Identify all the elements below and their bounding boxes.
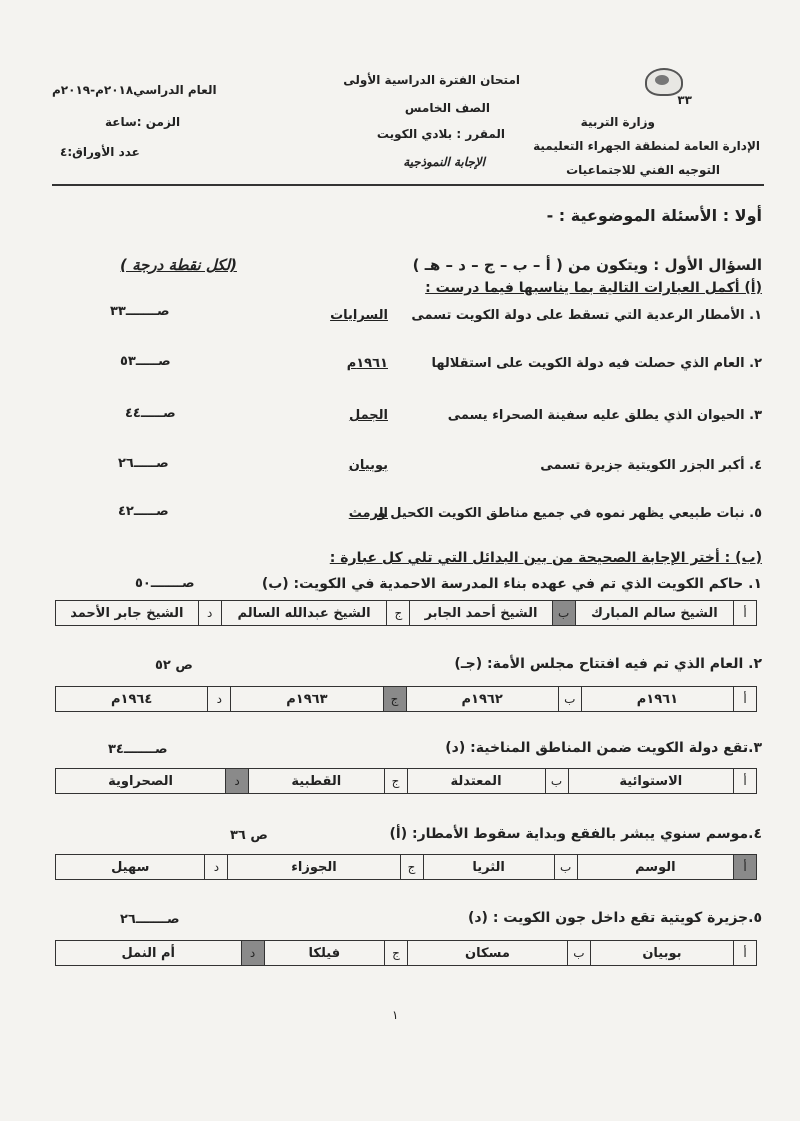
grade-note: (لكل نقطة درجة )	[120, 256, 237, 274]
option-letter: ج	[387, 601, 410, 626]
question-one-title: السؤال الأول : ويتكون من ( أ – ب – ج – د – هـ )	[412, 256, 762, 274]
part-b-item-3-page: صـــــــ٣٤	[108, 742, 168, 757]
option-text[interactable]: فيلكا	[264, 941, 384, 966]
option-letter: أ	[734, 769, 757, 794]
option-text[interactable]: مسكان	[408, 941, 568, 966]
part-a-item-2-answer: ١٩٦١م	[346, 356, 388, 371]
option-text[interactable]: الشيخ جابر الأحمد	[56, 601, 199, 626]
option-text[interactable]: ١٩٦٣م	[231, 687, 383, 712]
option-text[interactable]: أم النمل	[56, 941, 242, 966]
option-letter: ج	[384, 769, 407, 794]
part-a-item-5-answer: الرمث	[348, 506, 388, 521]
option-letter: ب	[545, 769, 568, 794]
option-text[interactable]: الجوزاء	[228, 855, 400, 880]
exam-title: امتحان الفترة الدراسية الأولى	[343, 73, 520, 87]
part-a-item-3-text: ٣. الحيوان الذي يطلق عليه سفينة الصحراء يسمى	[447, 408, 762, 423]
course-label: المقرر : بلادي الكويت	[376, 127, 505, 141]
part-b-item-5-options	[55, 940, 757, 966]
part-a-item-3-page: صـــــ٤٤	[125, 406, 176, 421]
part-b-item-4-text: ٤.موسم سنوي يبشر بالفقع وبداية سقوط الأمطار: (أ)	[389, 826, 762, 842]
part-b-item-3-options	[55, 768, 757, 794]
option-text[interactable]: سهيل	[56, 855, 205, 880]
part-b-item-2-options	[55, 686, 757, 712]
option-text[interactable]: ١٩٦٢م	[406, 687, 558, 712]
option-text[interactable]: الشيخ سالم المبارك	[575, 601, 733, 626]
part-a-item-1-page: صـــــــ٣٣	[110, 304, 170, 319]
option-letter: أ	[734, 601, 757, 626]
exam-time: الزمن :ساعة	[105, 115, 181, 129]
option-text[interactable]: الشيخ عبدالله السالم	[221, 601, 387, 626]
grade-label: الصف الخامس	[404, 101, 490, 115]
department-name: التوجيه الفني للاجتماعيات	[566, 163, 720, 177]
page-number: ١	[392, 1008, 399, 1022]
part-b-item-2-page: ص ٥٢	[155, 658, 193, 673]
part-b-item-4-options	[55, 854, 757, 880]
directorate-name: الإدارة العامة لمنطقة الجهراء التعليمية	[533, 139, 760, 153]
part-b-item-5-text: ٥.جزيرة كويتية تقع داخل جون الكويت : (د)	[467, 910, 762, 926]
option-letter: د	[208, 687, 231, 712]
part-b-item-1-options	[55, 600, 757, 626]
option-letter-selected: ب	[552, 601, 575, 626]
option-text[interactable]: الوسم	[577, 855, 733, 880]
option-letter: ج	[385, 941, 408, 966]
option-letter: د	[205, 855, 228, 880]
option-text[interactable]: ١٩٦٤م	[56, 687, 208, 712]
option-letter: ب	[558, 687, 581, 712]
part-a-item-2-page: صـــــ٥٣	[120, 354, 171, 369]
option-letter: د	[198, 601, 221, 626]
option-letter: أ	[734, 941, 757, 966]
part-b-item-5-page: صـــــــ٢٦	[120, 912, 180, 927]
part-a-item-4-answer: بوبيان	[348, 458, 388, 473]
section-title: أولا : الأسئلة الموضوعية : -	[546, 206, 762, 225]
logo-number: ٣٣	[677, 93, 692, 107]
option-text[interactable]: الشيخ أحمد الجابر	[410, 601, 552, 626]
option-letter-selected: د	[226, 769, 249, 794]
option-text[interactable]: بوبيان	[590, 941, 733, 966]
option-letter-selected: د	[241, 941, 264, 966]
part-a-item-4-text: ٤. أكبر الجزر الكويتية جزيرة تسمى	[540, 458, 762, 473]
part-a-item-1-text: ١. الأمطار الرعدية التي تسقط على دولة الكويت تسمى	[411, 308, 762, 323]
option-text[interactable]: الصحراوية	[56, 769, 226, 794]
part-b-item-2-text: ٢. العام الذي تم فيه افتتاح مجلس الأمة: (جـ)	[454, 656, 762, 672]
option-text[interactable]: الاستوائية	[568, 769, 733, 794]
option-letter: أ	[734, 687, 757, 712]
option-letter-selected: ج	[383, 687, 406, 712]
part-a-item-2-text: ٢. العام الذي حصلت فيه دولة الكويت على استقلالها	[431, 356, 762, 371]
option-letter: ب	[554, 855, 577, 880]
part-a-title: (أ) أكمل العبارات التالية بما يناسبها فيما درست :	[425, 280, 762, 296]
option-letter-selected: أ	[734, 855, 757, 880]
academic-year: العام الدراسي٢٠١٨م-٢٠١٩م	[52, 83, 217, 97]
part-b-item-1-page: صـــــــ٥٠	[135, 576, 195, 591]
option-text[interactable]: ١٩٦١م	[581, 687, 733, 712]
part-a-item-5-text: ٥. نبات طبيعي يظهر نموه في جميع مناطق الكويت الكحيل و	[377, 506, 762, 521]
model-answer-label: الإجابة النموذجية	[403, 155, 485, 169]
ministry-name: وزارة التربية	[580, 115, 655, 129]
part-a-item-5-page: صـــــ٤٢	[118, 504, 169, 519]
part-a-item-4-page: صـــــ٢٦	[118, 456, 169, 471]
part-a-item-3-answer: الجمل	[348, 408, 388, 423]
option-text[interactable]: الثريا	[423, 855, 554, 880]
part-b-item-3-text: ٣.تقع دولة الكويت ضمن المناطق المناخية: (د)	[445, 740, 762, 756]
part-b-item-4-page: ص ٣٦	[230, 828, 268, 843]
option-letter: ب	[567, 941, 590, 966]
sheet-count: عدد الأوراق:٤	[60, 145, 140, 159]
option-text[interactable]: المعتدلة	[407, 769, 545, 794]
part-a-item-1-answer: السرايات	[330, 308, 388, 323]
option-letter: ج	[400, 855, 423, 880]
part-b-title: (ب) : أختر الإجابة الصحيحة من بين البدائل التي تلي كل عبارة :	[329, 550, 762, 566]
part-b-item-1-text: ١. حاكم الكويت الذي تم في عهده بناء المدرسة الاحمدية في الكويت: (ب)	[261, 576, 762, 592]
header-divider	[52, 184, 764, 186]
option-text[interactable]: القطبية	[249, 769, 384, 794]
